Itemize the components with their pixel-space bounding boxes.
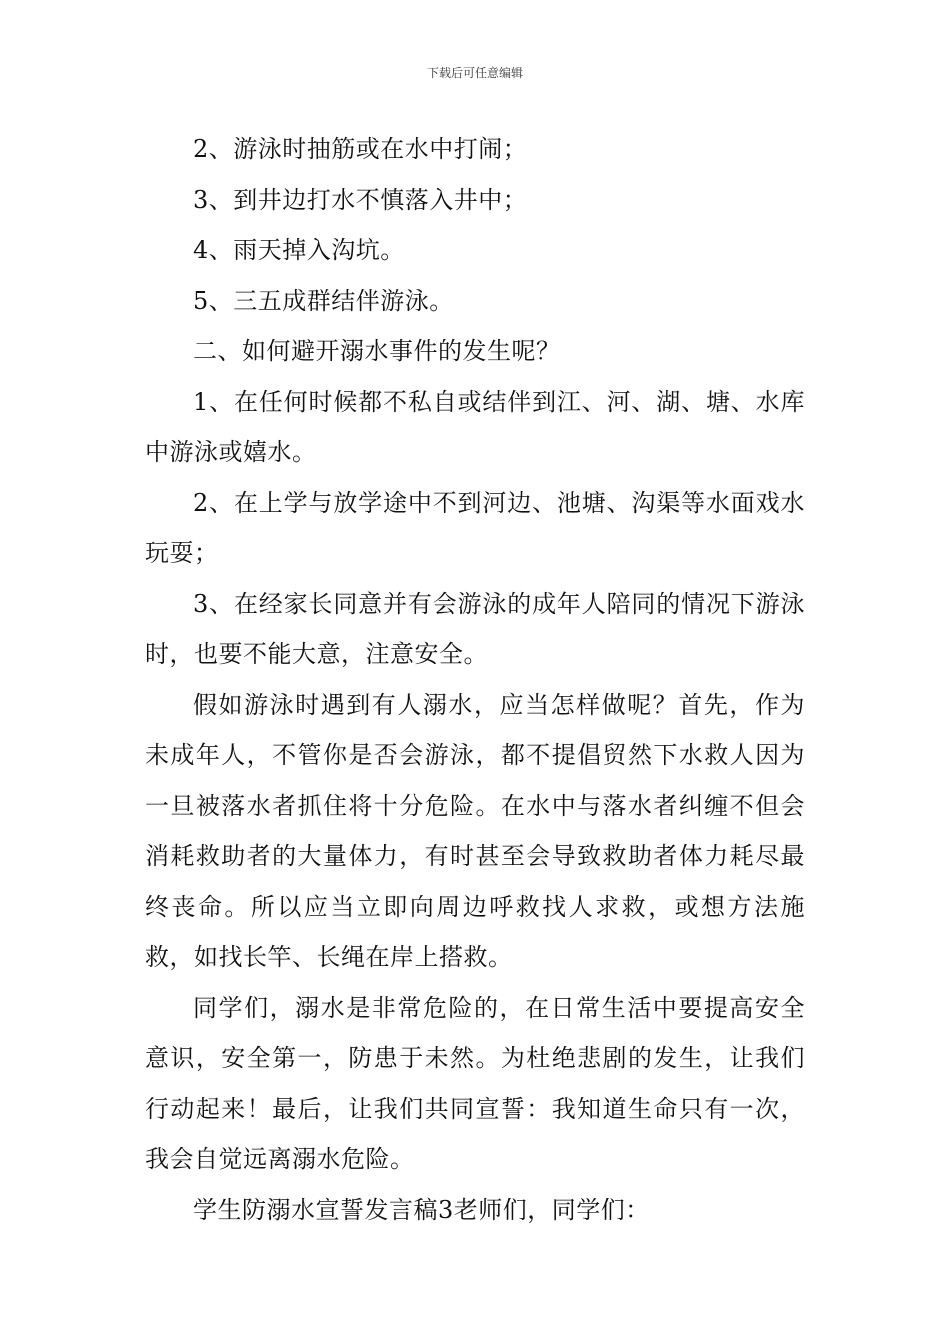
paragraph-speech-3-intro: 学生防溺水宣誓发言稿3老师们，同学们： <box>193 1195 650 1224</box>
document-body <box>145 124 805 1235</box>
paragraph-list-item-3: 3、到井边打水不慎落入井中； <box>193 185 528 214</box>
paragraph-pledge: 同学们，溺水是非常危险的，在日常生活中要提高安全意识，安全第一，防患于未然。为杜绝悲剧的发生，让我们行动起来！最后，让我们共同宣誓：我知道生命只有一次，我会自觉远离溺水危险。 <box>145 993 805 1173</box>
paragraph-list-item-4: 4、雨天掉入沟坑。 <box>193 236 405 264</box>
page-header: 下载后可任意编辑 <box>426 66 523 80</box>
paragraph-tip-2: 2、在上学与放学途中不到河边、池塘、沟渠等水面戏水玩耍； <box>145 488 805 567</box>
paragraph-list-item-5: 5、三五成群结伴游泳。 <box>193 286 454 315</box>
paragraph-rescue: 假如游泳时遇到有人溺水，应当怎样做呢？首先，作为未成年人，不管你是否会游泳，都不提倡贸然下水救人因为一旦被落水者抓住将十分危险。在水中与落水者纠缠不但会消耗救助者的大量体力，有时甚至会导致救助者体力耗尽最终丧命。所以应当立即向周边呼救找人求救，或想方法施救，如找长竿、长绳在岸上搭救。 <box>145 690 805 971</box>
paragraph-tip-1: 1、在任何时候都不私自或结伴到江、河、湖、塘、水库中游泳或嬉水。 <box>145 387 805 466</box>
paragraph-list-item-2: 2、游泳时抽筋或在水中打闹； <box>193 135 528 163</box>
section-heading-2: 二、如何避开溺水事件的发生呢？ <box>193 337 561 365</box>
paragraph-tip-3: 3、在经家长同意并有会游泳的成年人陪同的情况下游泳时，也要不能大意，注意安全。 <box>145 589 805 668</box>
